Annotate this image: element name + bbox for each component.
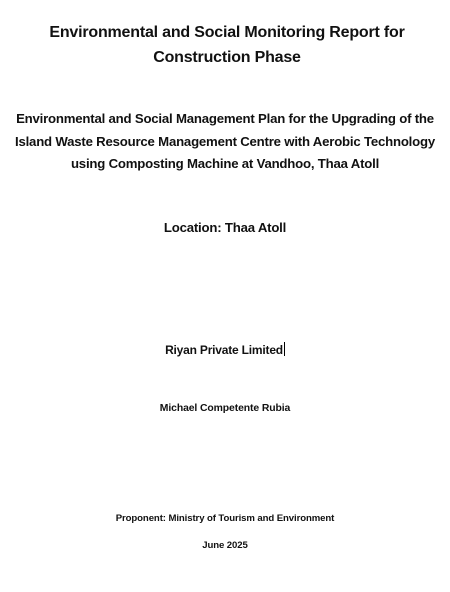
report-date: June 2025 <box>202 540 248 551</box>
location-line: Location: Thaa Atoll <box>163 220 287 235</box>
company-name: Riyan Private Limited <box>165 343 283 357</box>
report-subtitle: Environmental and Social Management Plan for the Upgrading of the Island Waste Resource Management Centre with Aerobic Technology using Composting Machine at Vandhoo, Thaa Atoll <box>15 111 435 171</box>
proponent-line: Proponent: Ministry of Tourism and Environment <box>115 513 335 524</box>
author-name: Michael Competente Rubia <box>159 403 291 414</box>
text-cursor <box>284 342 285 356</box>
company-line[interactable] <box>0 340 450 360</box>
report-title: Environmental and Social Monitoring Report for Construction Phase <box>49 24 405 66</box>
